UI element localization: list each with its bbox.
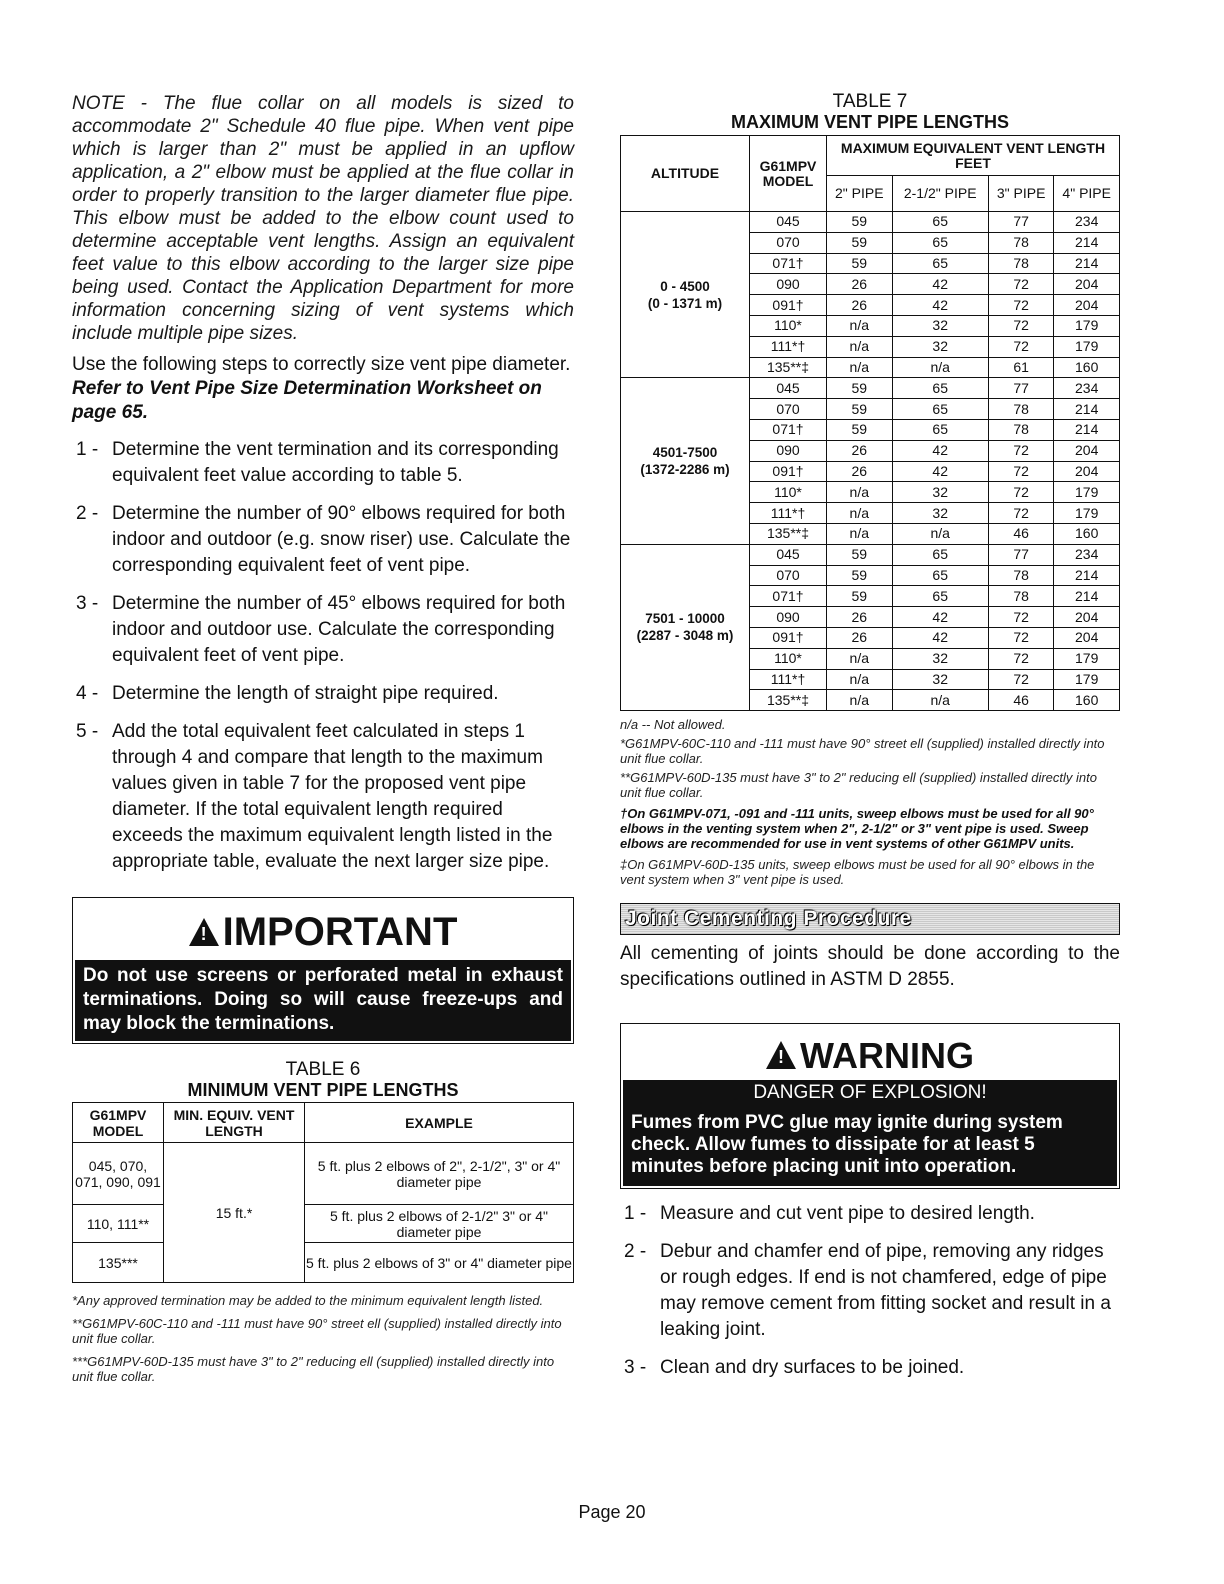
table7-sweep-note-135: ‡On G61MPV-60D-135 units, sweep elbows must be used for all 90° elbows in the vent system when 3" vent pipe is used. <box>620 857 1095 888</box>
length-cell: 46 <box>988 523 1054 544</box>
step-text: Determine the number of 45° elbows required for both indoor and outdoor use. Calculate the corresponding equivalent feet of vent pipe. <box>112 593 566 666</box>
step-number: 4 - <box>76 683 99 704</box>
length-cell: 59 <box>827 586 893 607</box>
length-cell: 160 <box>1054 690 1120 711</box>
model-cell: 110* <box>750 648 827 669</box>
length-cell: 77 <box>988 378 1054 399</box>
length-cell: n/a <box>827 523 893 544</box>
table7-pipe-header: 2-1/2" PIPE <box>892 176 988 212</box>
intro-text <box>72 353 574 425</box>
length-cell: 72 <box>988 440 1054 461</box>
warning-title: WARNING <box>800 1035 974 1077</box>
left-column <box>72 92 574 1384</box>
worksheet-reference: Refer to Vent Pipe Size Determination Worksheet on page 65. <box>72 378 542 423</box>
table6-title: TABLE 6 <box>285 1059 361 1080</box>
length-cell: n/a <box>827 503 893 524</box>
table7-caption <box>620 92 1120 132</box>
table6-caption <box>72 1060 574 1100</box>
length-cell: 32 <box>892 648 988 669</box>
length-cell: 61 <box>988 357 1054 378</box>
step-number: 1 - <box>624 1203 647 1225</box>
model-cell: 091† <box>750 295 827 316</box>
model-cell: 135**‡ <box>750 357 827 378</box>
length-cell: 26 <box>827 461 893 482</box>
length-cell: 72 <box>988 295 1054 316</box>
table6-header-model: G61MPV MODEL <box>73 1103 164 1143</box>
table6-min-value: 15 ft.* <box>164 1143 305 1283</box>
model-cell: 091† <box>750 461 827 482</box>
length-cell: 78 <box>988 419 1054 440</box>
length-cell: 65 <box>892 253 988 274</box>
length-cell: 179 <box>1054 315 1120 336</box>
model-cell: 135**‡ <box>750 690 827 711</box>
length-cell: 77 <box>988 212 1054 233</box>
flue-note: NOTE - The flue collar on all models is sized to accommodate 2" Schedule 40 flue pipe. When vent pipe which is larger than 2" must be applied in an upflow application, a 2" elbow must be applied at the flue collar in order to properly transition to the larger diameter flue pipe. This elbow must be added to the elbow count used to determine acceptable vent lengths. Assign an equivalent feet value to this elbow according to the larger size pipe being used. Contact the Application Department for more information concerning sizing of vent systems which include multiple pipe sizes. <box>72 93 574 344</box>
altitude-metric: (0 - 1371 m) <box>647 295 723 311</box>
length-cell: n/a <box>892 357 988 378</box>
length-cell: 59 <box>827 399 893 420</box>
table6-header-example: EXAMPLE <box>305 1103 574 1143</box>
length-cell: 32 <box>892 482 988 503</box>
length-cell: 32 <box>892 336 988 357</box>
important-title: IMPORTANT <box>222 910 458 954</box>
model-cell: 110* <box>750 482 827 503</box>
length-cell: 26 <box>827 295 893 316</box>
length-cell: 78 <box>988 586 1054 607</box>
model-cell: 045 <box>750 212 827 233</box>
length-cell: 179 <box>1054 482 1120 503</box>
altitude-cell <box>621 544 750 710</box>
length-cell: 42 <box>892 440 988 461</box>
length-cell: 59 <box>827 419 893 440</box>
model-cell: 111*† <box>750 336 827 357</box>
table7-pipe-header: 4" PIPE <box>1054 176 1120 212</box>
right-column <box>620 92 1120 1393</box>
length-cell: 59 <box>827 378 893 399</box>
length-cell: 78 <box>988 565 1054 586</box>
table6-model: 045, 070, 071, 090, 091 <box>73 1143 164 1205</box>
step-item <box>620 1239 1120 1343</box>
length-cell: 65 <box>892 565 988 586</box>
table6-example: 5 ft. plus 2 elbows of 3" or 4" diameter pipe <box>305 1243 574 1283</box>
step-number: 3 - <box>624 1357 647 1379</box>
length-cell: 65 <box>892 378 988 399</box>
length-cell: 72 <box>988 274 1054 295</box>
table7-row <box>621 212 1120 233</box>
length-cell: 179 <box>1054 503 1120 524</box>
model-cell: 091† <box>750 627 827 648</box>
length-cell: 42 <box>892 607 988 628</box>
length-cell: 59 <box>827 544 893 565</box>
length-cell: 204 <box>1054 274 1120 295</box>
length-cell: 78 <box>988 399 1054 420</box>
warning-box <box>620 1023 1120 1189</box>
warning-subhead: DANGER OF EXPLOSION! <box>623 1080 1117 1106</box>
length-cell: 78 <box>988 232 1054 253</box>
length-cell: 42 <box>892 274 988 295</box>
length-cell: 214 <box>1054 253 1120 274</box>
table6-example: 5 ft. plus 2 elbows of 2", 2-1/2", 3" or 4" diameter pipe <box>305 1143 574 1205</box>
model-cell: 071† <box>750 253 827 274</box>
table6-note: *Any approved termination may be added to the minimum equivalent length listed. <box>72 1293 544 1308</box>
step-text: Measure and cut vent pipe to desired length. <box>660 1203 1035 1225</box>
length-cell: n/a <box>827 357 893 378</box>
step-item <box>620 1355 1120 1381</box>
length-cell: 72 <box>988 482 1054 503</box>
table7-subtitle: MAXIMUM VENT PIPE LENGTHS <box>730 112 1009 132</box>
step-text: Determine the number of 90° elbows required for both indoor and outdoor (e.g. snow riser) use. Calculate the corresponding equivalent feet of vent pipe. <box>112 503 571 576</box>
step-text: Add the total equivalent feet calculated in steps 1 through 4 and compare that length to the maximum values given in table 7 for the proposed vent pipe diameter. If the total equivalent length required exceeds the maximum equivalent length listed in the appropriate table, evaluate the next larger size pipe. <box>112 721 553 872</box>
length-cell: 77 <box>988 544 1054 565</box>
table7-header-model: G61MPV MODEL <box>750 136 827 212</box>
length-cell: 179 <box>1054 648 1120 669</box>
table7-note: *G61MPV-60C-110 and -111 must have 90° street ell (supplied) installed directly into unit flue collar. <box>620 736 1105 767</box>
warning-triangle-icon <box>766 1041 796 1069</box>
altitude-metric: (1372-2286 m) <box>640 462 730 478</box>
table6-note: **G61MPV-60C-110 and -111 must have 90° street ell (supplied) installed directly into unit flue collar. <box>72 1316 562 1346</box>
length-cell: 179 <box>1054 669 1120 690</box>
table6-subtitle: MINIMUM VENT PIPE LENGTHS <box>187 1080 459 1100</box>
altitude-cell <box>621 212 750 378</box>
length-cell: 32 <box>892 669 988 690</box>
length-cell: 214 <box>1054 232 1120 253</box>
length-cell: 72 <box>988 627 1054 648</box>
table7 <box>620 135 1120 711</box>
step-item <box>620 1201 1120 1227</box>
length-cell: 78 <box>988 253 1054 274</box>
model-cell: 090 <box>750 607 827 628</box>
step-number: 1 - <box>76 439 99 460</box>
length-cell: 59 <box>827 565 893 586</box>
altitude-range: 0 - 4500 <box>660 278 710 294</box>
model-cell: 111*† <box>750 669 827 690</box>
model-cell: 070 <box>750 565 827 586</box>
length-cell: 72 <box>988 336 1054 357</box>
cementing-steps <box>620 1201 1120 1381</box>
length-cell: 204 <box>1054 607 1120 628</box>
length-cell: 214 <box>1054 419 1120 440</box>
length-cell: 32 <box>892 503 988 524</box>
warning-text: Fumes from PVC glue may ignite during system check. Allow fumes to dissipate for at least 5 minutes before placing unit into operation. <box>623 1106 1117 1186</box>
model-cell: 045 <box>750 544 827 565</box>
length-cell: 214 <box>1054 399 1120 420</box>
length-cell: 26 <box>827 627 893 648</box>
length-cell: 72 <box>988 648 1054 669</box>
warning-triangle-icon <box>189 918 219 946</box>
length-cell: 65 <box>892 544 988 565</box>
length-cell: 72 <box>988 315 1054 336</box>
length-cell: 160 <box>1054 357 1120 378</box>
length-cell: 46 <box>988 690 1054 711</box>
length-cell: 72 <box>988 607 1054 628</box>
step-item <box>72 437 574 489</box>
section-title: Joint Cementing Procedure <box>625 907 912 931</box>
important-heading <box>73 898 573 960</box>
length-cell: 65 <box>892 232 988 253</box>
length-cell: n/a <box>827 315 893 336</box>
table7-note: **G61MPV-60D-135 must have 3" to 2" reducing ell (supplied) installed directly into unit flue collar. <box>620 770 1097 801</box>
section-text: All cementing of joints should be done according to the specifications outlined in ASTM D 2855. <box>620 943 1120 991</box>
length-cell: 204 <box>1054 440 1120 461</box>
altitude-metric: (2287 - 3048 m) <box>636 628 734 644</box>
length-cell: 42 <box>892 461 988 482</box>
step-text: Determine the vent termination and its corresponding equivalent feet value according to table 5. <box>112 439 559 486</box>
length-cell: 42 <box>892 627 988 648</box>
length-cell: 59 <box>827 253 893 274</box>
length-cell: 214 <box>1054 586 1120 607</box>
step-number: 2 - <box>76 503 99 524</box>
length-cell: n/a <box>892 690 988 711</box>
length-cell: 72 <box>988 669 1054 690</box>
length-cell: 72 <box>988 503 1054 524</box>
length-cell: n/a <box>827 690 893 711</box>
model-cell: 070 <box>750 399 827 420</box>
table6-header-min: MIN. EQUIV. VENT LENGTH <box>164 1103 305 1143</box>
model-cell: 071† <box>750 586 827 607</box>
length-cell: 59 <box>827 232 893 253</box>
length-cell: 65 <box>892 212 988 233</box>
length-cell: 65 <box>892 399 988 420</box>
length-cell: 160 <box>1054 523 1120 544</box>
length-cell: 72 <box>988 461 1054 482</box>
step-number: 5 - <box>76 721 99 742</box>
table7-row <box>621 378 1120 399</box>
step-text: Debur and chamfer end of pipe, removing any ridges or rough edges. If end is not chamfered, edge of pipe may remove cement from fitting socket and result in a leaking joint. <box>660 1241 1111 1341</box>
length-cell: 204 <box>1054 627 1120 648</box>
altitude-range: 4501-7500 <box>652 445 718 461</box>
table6-example: 5 ft. plus 2 elbows of 2-1/2" 3" or 4" diameter pipe <box>305 1205 574 1243</box>
table6-note: ***G61MPV-60D-135 must have 3" to 2" reducing ell (supplied) installed directly into unit flue collar. <box>72 1354 555 1384</box>
table6-model: 110, 111** <box>73 1205 164 1243</box>
model-cell: 071† <box>750 419 827 440</box>
step-number: 3 - <box>76 593 99 614</box>
length-cell: 42 <box>892 295 988 316</box>
step-item <box>72 719 574 875</box>
sizing-steps <box>72 437 574 875</box>
length-cell: 179 <box>1054 336 1120 357</box>
table7-header-max: MAXIMUM EQUIVALENT VENT LENGTH FEET <box>827 136 1120 176</box>
altitude-range: 7501 - 10000 <box>645 611 725 627</box>
page-number: Page 20 <box>578 1502 646 1522</box>
step-item <box>72 681 574 707</box>
table7-title: TABLE 7 <box>832 91 908 112</box>
table7-header-altitude: ALTITUDE <box>621 136 750 212</box>
length-cell: 214 <box>1054 565 1120 586</box>
table7-pipe-header: 3" PIPE <box>988 176 1054 212</box>
length-cell: n/a <box>892 523 988 544</box>
length-cell: n/a <box>827 336 893 357</box>
length-cell: 59 <box>827 212 893 233</box>
length-cell: 234 <box>1054 378 1120 399</box>
model-cell: 111*† <box>750 503 827 524</box>
length-cell: n/a <box>827 669 893 690</box>
length-cell: 234 <box>1054 544 1120 565</box>
table7-row <box>621 544 1120 565</box>
length-cell: 234 <box>1054 212 1120 233</box>
model-cell: 045 <box>750 378 827 399</box>
model-cell: 090 <box>750 274 827 295</box>
step-number: 2 - <box>624 1241 647 1263</box>
important-text: Do not use screens or perforated metal in exhaust terminations. Doing so will cause freeze-ups and may block the terminations. <box>75 960 571 1041</box>
length-cell: 65 <box>892 419 988 440</box>
length-cell: 204 <box>1054 295 1120 316</box>
step-item <box>72 591 574 669</box>
step-item <box>72 501 574 579</box>
model-cell: 070 <box>750 232 827 253</box>
length-cell: 204 <box>1054 461 1120 482</box>
warning-heading <box>621 1024 1119 1080</box>
table7-note: n/a -- Not allowed. <box>620 717 726 733</box>
length-cell: 26 <box>827 440 893 461</box>
step-text: Clean and dry surfaces to be joined. <box>660 1357 965 1379</box>
length-cell: 26 <box>827 607 893 628</box>
altitude-cell <box>621 378 750 544</box>
section-heading-bar <box>620 903 1120 935</box>
table7-sweep-note: †On G61MPV-071, -091 and -111 units, sweep elbows must be used for all 90° elbows in the venting system when 2", 2-1/2" or 3" vent pipe is used. Sweep elbows are recommended for use in vent systems of other G61MPV units. <box>620 806 1094 852</box>
length-cell: n/a <box>827 482 893 503</box>
table6-model: 135*** <box>73 1243 164 1283</box>
table6 <box>72 1102 574 1283</box>
step-text: Determine the length of straight pipe required. <box>112 683 499 704</box>
model-cell: 110* <box>750 315 827 336</box>
table7-pipe-header: 2" PIPE <box>827 176 893 212</box>
length-cell: 65 <box>892 586 988 607</box>
model-cell: 135**‡ <box>750 523 827 544</box>
model-cell: 090 <box>750 440 827 461</box>
important-box <box>72 897 574 1044</box>
length-cell: 32 <box>892 315 988 336</box>
length-cell: 26 <box>827 274 893 295</box>
length-cell: n/a <box>827 648 893 669</box>
intro-sentence: Use the following steps to correctly size vent pipe diameter. <box>72 354 571 375</box>
